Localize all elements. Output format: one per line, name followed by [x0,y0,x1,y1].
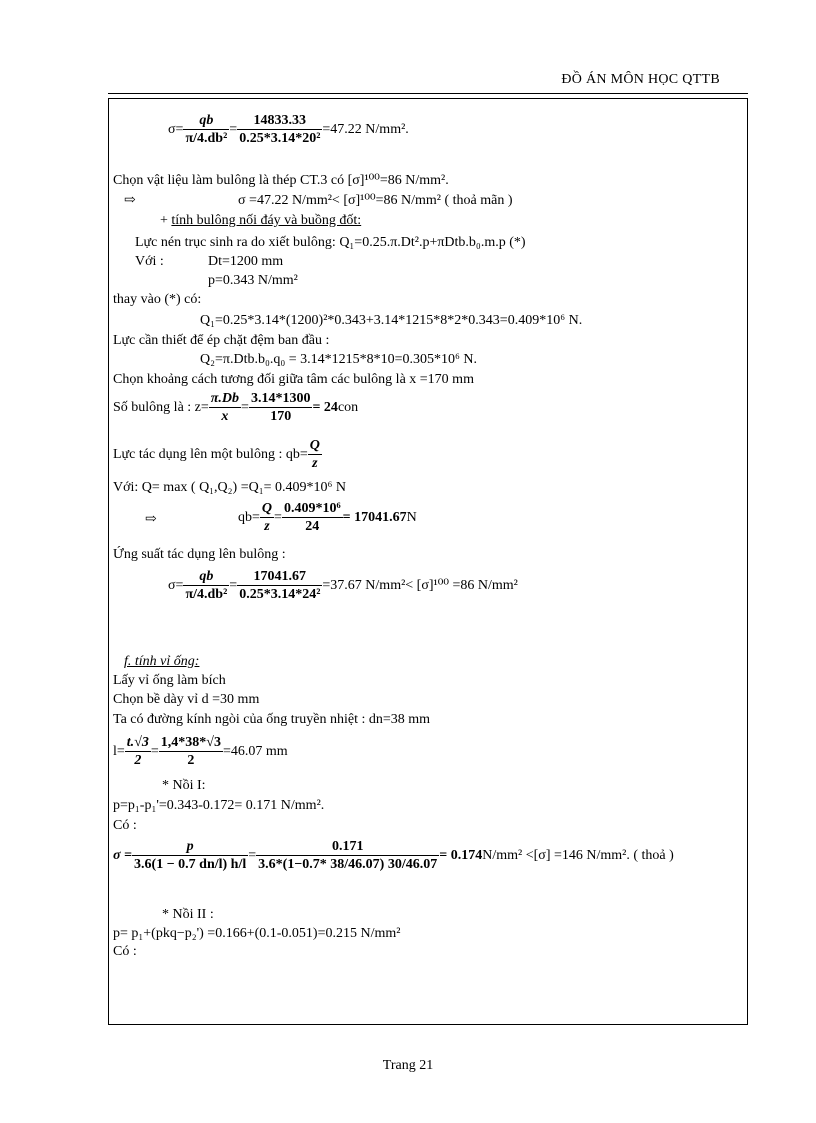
header-rule [108,93,748,94]
arrow-icon: ⇨ [124,193,136,208]
section-heading: f. tính vỉ ống: [124,654,200,669]
formula-sigma-1: σ= $\frac{qb}{\text{π/4.db²}}$ = $\frac{14833.33}{\text{0.25*3.14*20²}}$ =47.22 N/mm². [168,113,409,146]
text-line: Có : [113,944,137,959]
formula-qb: qb= $\frac{Q}{z}$ = $\frac{\text{0.409*10⁶}}{24}$ = 17041.67N [238,501,417,534]
fraction: $\frac{17041.67}{\text{0.25*3.14*24²}}$ [239,569,321,602]
fraction: $\frac{14833.33}{\text{0.25*3.14*20²}}$ [239,113,321,146]
text-line: Lực nén trục sinh ra do xiết bulông: Q₁=0.25.π.Dt².p+πDtb.b₀.m.p (*) [135,235,526,250]
text-line: σ =47.22 N/mm²< [σ]¹⁰⁰=86 N/mm² ( thoả mãn ) [238,193,513,208]
arrow-icon: ⇨ [145,512,157,527]
fraction: $\frac{\pi.Db}{x}$ [210,391,240,424]
text-line: * Nồi I: [162,778,206,793]
page-number: Trang 21 [382,1058,434,1073]
text-line: p=0.343 N/mm² [208,273,298,288]
formula-bolt-count: Số bulông là : z= $\frac{\pi.Db}{x}$ = $\frac{3.14*1300}{170}$ = 24con [113,391,359,424]
formula-force-per-bolt: Lực tác dụng lên một bulông : qb= $\frac{Q}{z}$ [113,438,320,471]
section-heading: + tính bulông nối đáy và buồng đốt: [160,213,362,228]
fraction: $\frac{qb}{\text{π/4.db²}}$ [185,113,228,146]
text-line: Với : [135,254,164,269]
text-line: * Nồi II : [162,907,214,922]
text-line: p=p₁-p₁'=0.343-0.172= 0.171 N/mm². [113,798,325,813]
formula-sigma-3: σ = $\frac{p}{3.6(1 - 0.7 dn/l) h/l}$ = $\frac{0.171}{3.6*(1-0.7* 38/46.07) 30/46.07}$ = 0.174N/mm² <[σ] =146 N/mm². ( thoả ) [113,839,674,872]
fraction: $\frac{Q}{z}$ [261,501,273,534]
text-line: Q₂=π.Dtb.b₀.q₀ = 3.14*1215*8*10=0.305*10⁶ N. [200,352,477,367]
text-line: Ứng suất tác dụng lên bulông : [113,547,286,562]
text-line: Ta có đường kính ngòi của ống truyền nhiệt : dn=38 mm [113,712,431,727]
text-line: Với: Q= max ( Q₁,Q₂) =Q₁= 0.409*10⁶ N [113,480,346,495]
text-line: Chọn khoảng cách tương đối giữa tâm các bulông là x =170 mm [113,372,474,387]
formula-sigma-2: σ= $\frac{qb}{\text{π/4.db²}}$ = $\frac{17041.67}{\text{0.25*3.14*24²}}$ =37.67 N/mm²< [σ]¹⁰⁰ =86 N/mm² [168,569,518,602]
fraction: $\frac{t.√3}{2}$ [126,735,149,768]
fraction: $\frac{qb}{\text{π/4.db²}}$ [185,569,228,602]
text-line: Chọn vật liệu làm bulông là thép CT.3 có [σ]¹⁰⁰=86 N/mm². [113,173,449,188]
fraction: $\frac{3.14*1300}{170}$ [250,391,311,424]
text-line: Lấy vỉ ống làm bích [113,673,226,688]
fraction: $\frac{1,4*38*√3}{2}$ [160,735,221,768]
fraction: $\frac{0.171}{3.6*(1-0.7* 38/46.07) 30/46.07}$ [258,839,438,872]
text-line: thay vào (*) có: [113,292,202,307]
text-line: Chọn bề dày vỉ d =30 mm [113,692,260,707]
header-title: ĐỒ ÁN MÔN HỌC QTTB [561,72,720,87]
text-line: Dt=1200 mm [208,254,284,269]
fraction: $\frac{\text{0.409*10⁶}}{24}$ [283,501,341,534]
fraction: $\frac{p}{3.6(1 - 0.7 dn/l) h/l}$ [134,839,247,872]
fraction: $\frac{Q}{z}$ [309,438,320,471]
formula-pitch: l= $\frac{t.√3}{2}$ = $\frac{1,4*38*√3}{2}$ =46.07 mm [113,735,288,768]
text-line: Q₁=0.25*3.14*(1200)²*0.343+3.14*1215*8*2*0.343=0.409*10⁶ N. [200,313,583,328]
text-line: p= p₁+(pkq−p₂') =0.166+(0.1-0.051)=0.215 N/mm² [113,926,401,941]
text-line: Lực cần thiết để ép chặt đệm ban đầu : [113,333,330,348]
text-line: Có : [113,818,137,833]
